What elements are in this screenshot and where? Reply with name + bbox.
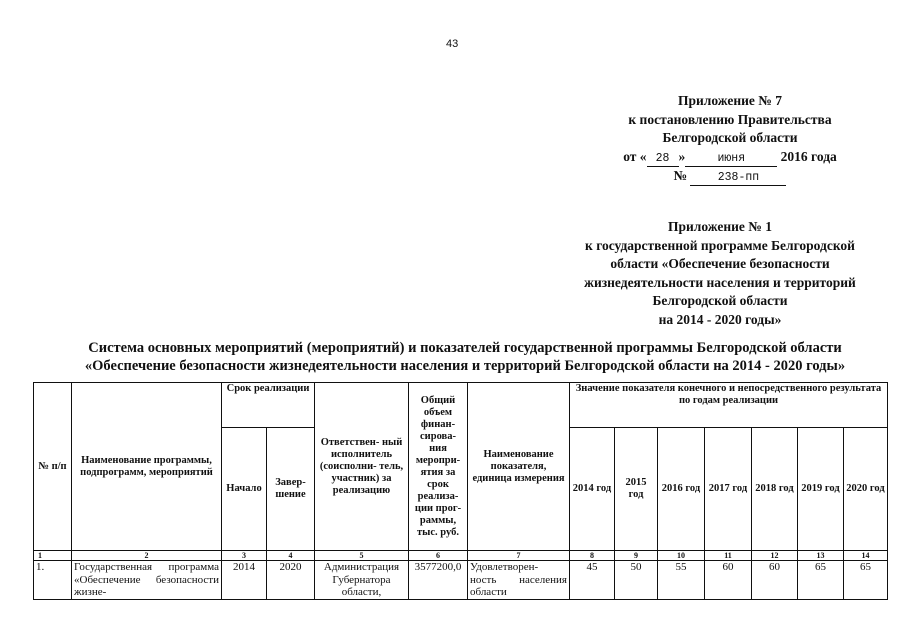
document-title-line2: «Обеспечение безопасности жизнедеятельности населения и территорий Белгородской области на 2014 - 2020 годы»: [84, 358, 846, 374]
row-value-2017: 60: [705, 561, 752, 600]
table-row: [34, 561, 888, 600]
appendix-7-block: [585, 92, 875, 186]
column-number: 13: [798, 551, 844, 561]
row-value-2019: 65: [798, 561, 844, 600]
row-start: 2014: [222, 561, 267, 600]
date-year: 2016 года: [780, 148, 837, 164]
column-number: 1: [34, 551, 72, 561]
column-number-row: [34, 551, 888, 561]
row-value-2020: 65: [844, 561, 888, 600]
appendix-1-line2: к государственной программе Белгородской: [585, 237, 855, 253]
appendix-7-date: [585, 148, 875, 167]
date-prefix: от «: [623, 148, 647, 164]
appendix-1-line6: на 2014 - 2020 годы»: [658, 311, 782, 327]
date-month: июня: [685, 152, 777, 167]
appendix-7-line3: Белгородской области: [662, 130, 798, 145]
column-number: 10: [658, 551, 705, 561]
header-indicator: Наименование показателя, единица измерения: [468, 383, 570, 551]
header-year-2017: 2017 год: [705, 428, 752, 551]
appendix-1-title: Приложение № 1: [668, 219, 772, 234]
date-day: 28: [647, 152, 679, 167]
header-values-group: Значение показателя конечного и непосредственного результата по годам реализации: [570, 383, 888, 428]
header-year-2019: 2019 год: [798, 428, 844, 551]
column-number: 3: [222, 551, 267, 561]
column-number: 9: [615, 551, 658, 561]
column-number: 8: [570, 551, 615, 561]
row-value-2014: 45: [570, 561, 615, 600]
row-end: 2020: [267, 561, 315, 600]
document-title: [30, 339, 900, 375]
header-year-2014: 2014 год: [570, 428, 615, 551]
column-number: 5: [315, 551, 409, 561]
row-indicator: Удовлетворен- ность населения области: [468, 561, 570, 600]
column-number: 4: [267, 551, 315, 561]
column-number: 12: [752, 551, 798, 561]
appendix-1-line5: Белгородской области: [652, 293, 788, 308]
measures-table: [33, 382, 888, 600]
appendix-7-title: Приложение № 7: [678, 93, 782, 108]
row-value-2016: 55: [658, 561, 705, 600]
header-name: Наименование программы, подпрограмм, мероприятий: [72, 383, 222, 551]
appendix-1-block: [560, 218, 880, 329]
row-volume: 3577200,0: [409, 561, 468, 600]
number-value: 238-пп: [690, 171, 786, 186]
header-num: № п/п: [34, 383, 72, 551]
date-mid: »: [678, 148, 686, 164]
header-end: Завер- шение: [267, 428, 315, 551]
appendix-7-line2: к постановлению Правительства: [628, 111, 832, 127]
header-year-2018: 2018 год: [752, 428, 798, 551]
number-prefix: №: [673, 167, 688, 183]
row-name: Государственная программа «Обеспечение безопасности жизне-: [72, 561, 222, 600]
header-volume: Общий объем финан- сирова- ния меропри- ятия за срок реализа- ции прог- раммы, тыс. руб.: [409, 383, 468, 551]
row-num: 1.: [34, 561, 72, 600]
header-term: Срок реализации: [222, 383, 315, 428]
row-value-2018: 60: [752, 561, 798, 600]
appendix-1-line3: области «Обеспечение безопасности: [610, 256, 830, 271]
header-executor: Ответствен- ный исполнитель (соисполни- тель, участник) за реализацию: [315, 383, 409, 551]
header-year-2016: 2016 год: [658, 428, 705, 551]
appendix-1-line4: жизнедеятельности населения и территорий: [584, 274, 856, 290]
column-number: 7: [468, 551, 570, 561]
header-year-2020: 2020 год: [844, 428, 888, 551]
header-year-2015: 2015 год: [615, 428, 658, 551]
row-value-2015: 50: [615, 561, 658, 600]
appendix-7-number: [585, 167, 875, 186]
header-start: Начало: [222, 428, 267, 551]
page-number: 43: [446, 38, 459, 50]
row-executor: Администрация Губернатора области,: [315, 561, 409, 600]
column-number: 14: [844, 551, 888, 561]
column-number: 6: [409, 551, 468, 561]
column-number: 11: [705, 551, 752, 561]
column-number: 2: [72, 551, 222, 561]
header-row-1: [34, 383, 888, 428]
document-title-line1: Система основных мероприятий (мероприятий) и показателей государственной программы Белгородской области: [88, 340, 842, 356]
